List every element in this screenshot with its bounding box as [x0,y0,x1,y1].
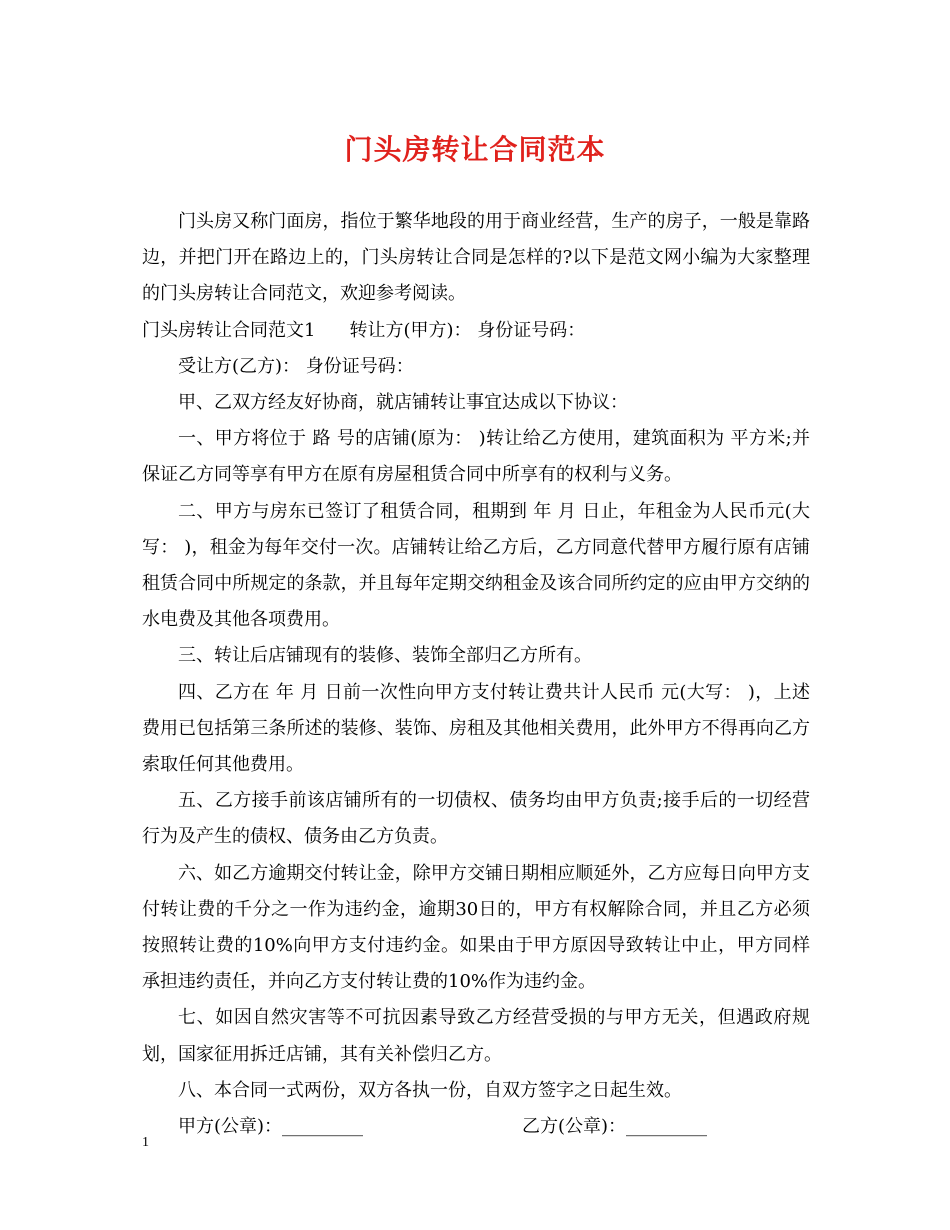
document-title: 门头房转让合同范本 [344,133,606,166]
preamble-paragraph: 甲、乙双方经友好协商，就店铺转让事宜达成以下协议： [178,392,628,414]
signature-party-b: 乙方(公章)：_________ [522,1116,708,1138]
signature-row [142,1109,810,1145]
clause-2: 二、甲方与房东已签订了租赁合同，租期到 年 月 日止，年租金为人民币元(大写： )，租金为每年交付一次。店铺转让给乙方后，乙方同意代替甲方履行原有店铺租赁合同中所规定的条款，并且每年定期交纳租金及该合同所约定的应由甲方交纳的水电费及其他各项费用。 [142,500,810,631]
clause-8: 八、本合同一式两份，双方各执一份，自双方签字之日起生效。 [178,1079,682,1101]
signature-party-a: 甲方(公章)：_________ [178,1116,364,1138]
transferor-line: 转让方(甲方)： 身份证号码： [349,319,586,341]
sample-heading: 门头房转让合同范文1 [142,319,316,341]
intro-paragraph: 门头房又称门面房，指位于繁华地段的用于商业经营，生产的房子，一般是靠路边，并把门开在路边上的，门头房转让合同是怎样的?以下是范文网小编为大家整理的门头房转让合同范文，欢迎参考阅读。 [142,211,810,305]
clause-4: 四、乙方在 年 月 日前一次性向甲方支付转让费共计人民币 元(大写： )，上述费用已包括第三条所述的装修、装饰、房租及其他相关费用，此外甲方不得再向乙方索取任何其他费用。 [142,681,810,776]
sample-heading-line [142,313,810,349]
page-number: 1 [142,1135,149,1150]
clause-7: 七、如因自然灾害等不可抗因素导致乙方经营受损的与甲方无关，但遇政府规划，国家征用拆迁店铺，其有关补偿归乙方。 [142,1007,810,1065]
clause-5: 五、乙方接手前该店铺所有的一切债权、债务均由甲方负责;接手后的一切经营行为及产生的债权、债务由乙方负责。 [142,790,810,848]
transferee-line: 受让方(乙方)： 身份证号码： [178,355,414,377]
clause-3: 三、转让后店铺现有的装修、装饰全部归乙方所有。 [178,645,592,667]
clause-6: 六、如乙方逾期交付转让金，除甲方交铺日期相应顺延外，乙方应每日向甲方支付转让费的千分之一作为违约金，逾期30日的，甲方有权解除合同，并且乙方必须按照转让费的10%向甲方支付违约金。如果由于甲方原因导致转让中止，甲方同样承担违约责任，并向乙方支付转让费的10%作为违约金。 [142,862,810,993]
clause-1: 一、甲方将位于 路 号的店铺(原为： )转让给乙方使用，建筑面积为 平方米;并保证乙方同等享有甲方在原有房屋租赁合同中所享有的权利与义务。 [142,428,810,486]
document-body [142,204,810,1145]
